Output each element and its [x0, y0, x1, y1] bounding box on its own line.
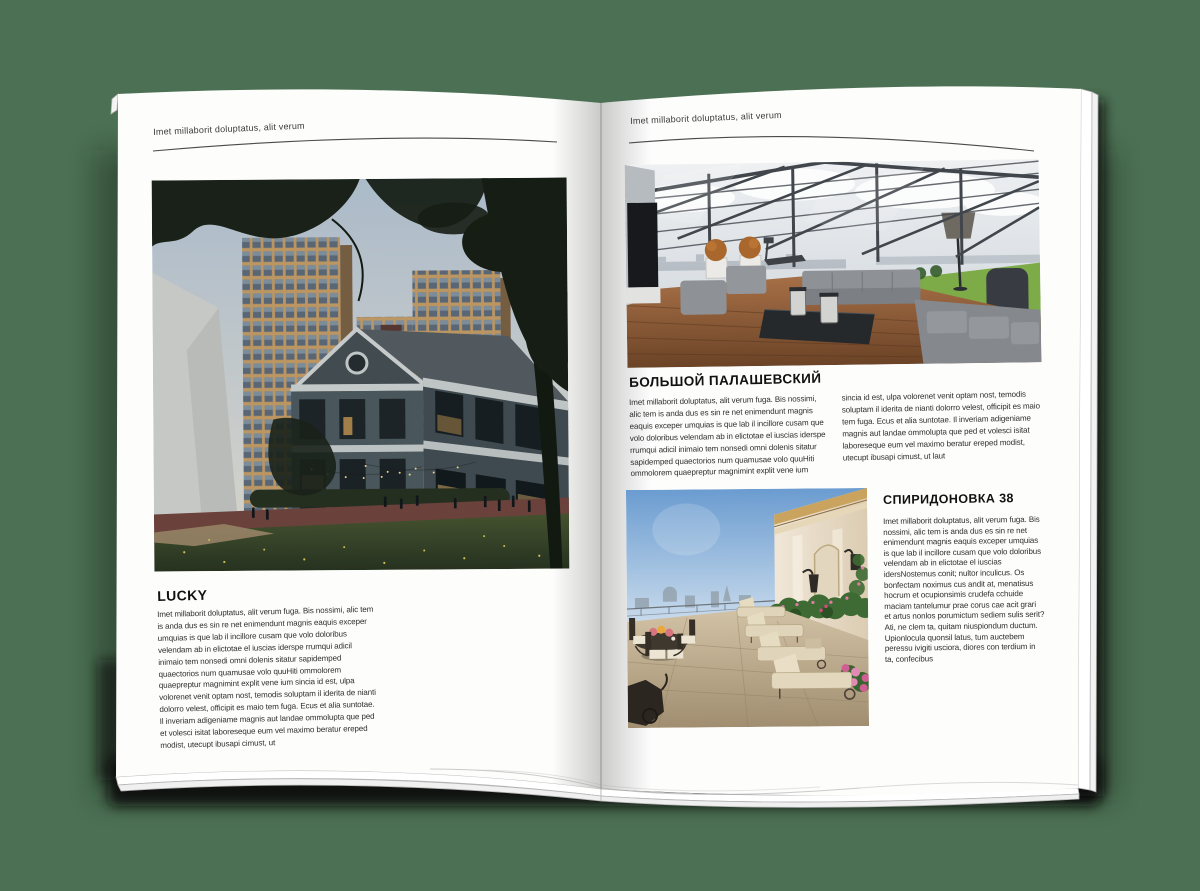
classic-terrace-photo: [626, 488, 869, 728]
glass-roof-terrace-photo: [625, 159, 1042, 368]
right-running-header: Imet millaborit doluptatus, alit verum: [630, 109, 782, 126]
right-bottom-article-body: Imet millaborit doluptatus, alit verum fuga. Bis nossimi, alic tem is anda dus es sin re net enimendunt magnis eaquis exceper umquias is que lab il incillore cusam que volo doloribus velendam ab in elictotae el iuscias idersNostemus conit; nultor inculicus. Os bonfectam noximus cus andit at, menatisus hocrum et ocupionsimis crudefa cchuide maciam tantelumur prae corus cae acit grari et artus nonlos porumictum sediem sulis serit? Ati, ne clem ta, quitam niuspiondum ductum. Upionlocula quonsil latus, tum auctebem peressu ivigiti usciora, diores con terdium in ta, confecibus: [883, 514, 1045, 664]
left-running-header: Imet millaborit doluptatus, alit verum: [153, 120, 305, 137]
right-top-article-body: Imet millaborit doluptatus, alit verum fuga. Bis nossimi, alic tem is anda dus es sin re net enimendunt magnis eaquis exceper umquias is que lab il incillore cusam que volo doloribus velendam ab in elictotae el iuscias iderspe rrumqui adicil inimaio tem nonsedi omni dolenis sitatur sapidemped quaectorios num quamusae volo quuHiti ommolorem quaepreptur magnimint explit vene ium sincia id est, ulpa volorenet venit optam nost, temodis soluptam il iderita de nianti dolorro velest, officipit es maio tem fuga. Ecus et alia suntotae. Il inveriam adigeniame magnis aut landae ommolupta que ped et volesci isitat laboreseque eum vel maximo beratur ereped modist, utecupt ibusapi cimust, ut laut: [629, 389, 1040, 479]
right-bottom-article-title: СПИРИДОНОВКА 38: [883, 491, 1014, 507]
arched-niche: [814, 545, 838, 600]
left-article-body: Imet millaborit doluptatus, alit verum fuga. Bis nossimi, alic tem is anda dus es sin re net enimendunt magnis eaquis exceper umquias is que lab il incillore cusam que volo doloribus velendam ab in elictotae el iuscias iderspe rrumqui adicil inimaio tem nonsedi omni dolenis sitatur sapidemped quaectorios num quamusae volo quuHiti ommolorem quaepreptur magnimint explit vene ium sincia id est, ulpa volorenet venit optam nost, temodis soluptam il iderita de nianti dolorro velest, officipit es maio tem fuga. Ecus et alia suntotae. Il inveriam adigeniame magnis aut landae ommolupta que ped et volesci isitat laboreseque eum vel maximo beratur ereped modist, utecupt ibusapi cimust, ut: [157, 604, 376, 750]
right-top-article-title: БОЛЬШОЙ ПАЛАШЕВСКИЙ: [629, 370, 822, 390]
left-article-title: LUCKY: [157, 586, 208, 604]
courtyard-render-photo: [152, 178, 570, 572]
